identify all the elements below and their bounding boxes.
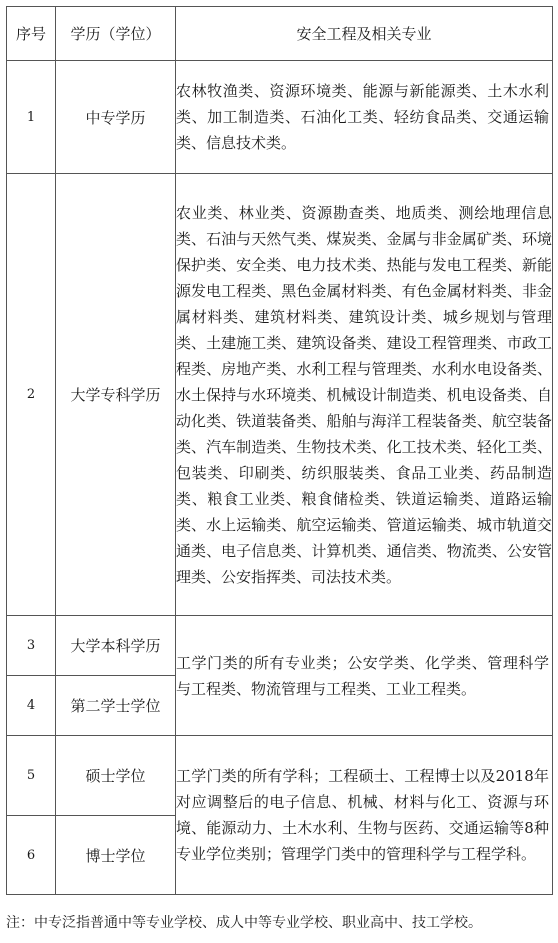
row-no: 6 bbox=[7, 816, 56, 895]
row-degree: 博士学位 bbox=[56, 816, 176, 895]
row-degree: 第二学士学位 bbox=[56, 676, 176, 736]
table-row bbox=[7, 61, 553, 174]
header-majors: 安全工程及相关专业 bbox=[176, 7, 553, 61]
row-degree: 大学本科学历 bbox=[56, 616, 176, 676]
table-row bbox=[7, 616, 553, 676]
row-majors: 农林牧渔类、资源环境类、能源与新能源类、土木水利类、加工制造类、石油化工类、轻纺食品类、交通运输类、信息技术类。 bbox=[176, 61, 553, 174]
majors-table bbox=[6, 6, 553, 895]
row-no: 3 bbox=[7, 616, 56, 676]
row-no: 1 bbox=[7, 61, 56, 174]
row-no: 2 bbox=[7, 174, 56, 616]
table-row bbox=[7, 736, 553, 816]
row-degree: 硕士学位 bbox=[56, 736, 176, 816]
footnote: 注：中专泛指普通中等专业学校、成人中等专业学校、职业高中、技工学校。 bbox=[6, 915, 482, 931]
table-header-row bbox=[7, 7, 553, 61]
row-no: 4 bbox=[7, 676, 56, 736]
row-degree: 大学专科学历 bbox=[56, 174, 176, 616]
header-degree: 学历（学位） bbox=[56, 7, 176, 61]
row-degree: 中专学历 bbox=[56, 61, 176, 174]
row-majors: 工学门类的所有学科；工程硕士、工程博士以及2018年对应调整后的电子信息、机械、材料与化工、资源与环境、能源动力、土木水利、生物与医药、交通运输等8种专业学位类别；管理学门类中的管理科学与工程学科。 bbox=[176, 736, 553, 895]
row-majors: 工学门类的所有专业类；公安学类、化学类、管理科学与工程类、物流管理与工程类、工业工程类。 bbox=[176, 616, 553, 736]
table-row bbox=[7, 174, 553, 616]
row-majors: 农业类、林业类、资源勘查类、地质类、测绘地理信息类、石油与天然气类、煤炭类、金属与非金属矿类、环境保护类、安全类、电力技术类、热能与发电工程类、新能源发电工程类、黑色金属材料类、有色金属材料类、非金属材料类、建筑材料类、建筑设计类、城乡规划与管理类、土建施工类、建筑设备类、建设工程管理类、市政工程类、房地产类、水利工程与管理类、水利水电设备类、水土保持与水环境类、机械设计制造类、机电设备类、自动化类、铁道装备类、船舶与海洋工程装备类、航空装备类、汽车制造类、生物技术类、化工技术类、轻化工类、包装类、印刷类、纺织服装类、食品工业类、药品制造类、粮食工业类、粮食储检类、铁道运输类、道路运输类、水上运输类、航空运输类、管道运输类、城市轨道交通类、电子信息类、计算机类、通信类、物流类、公安管理类、公安指挥类、司法技术类。 bbox=[176, 174, 553, 616]
header-no: 序号 bbox=[7, 7, 56, 61]
row-no: 5 bbox=[7, 736, 56, 816]
